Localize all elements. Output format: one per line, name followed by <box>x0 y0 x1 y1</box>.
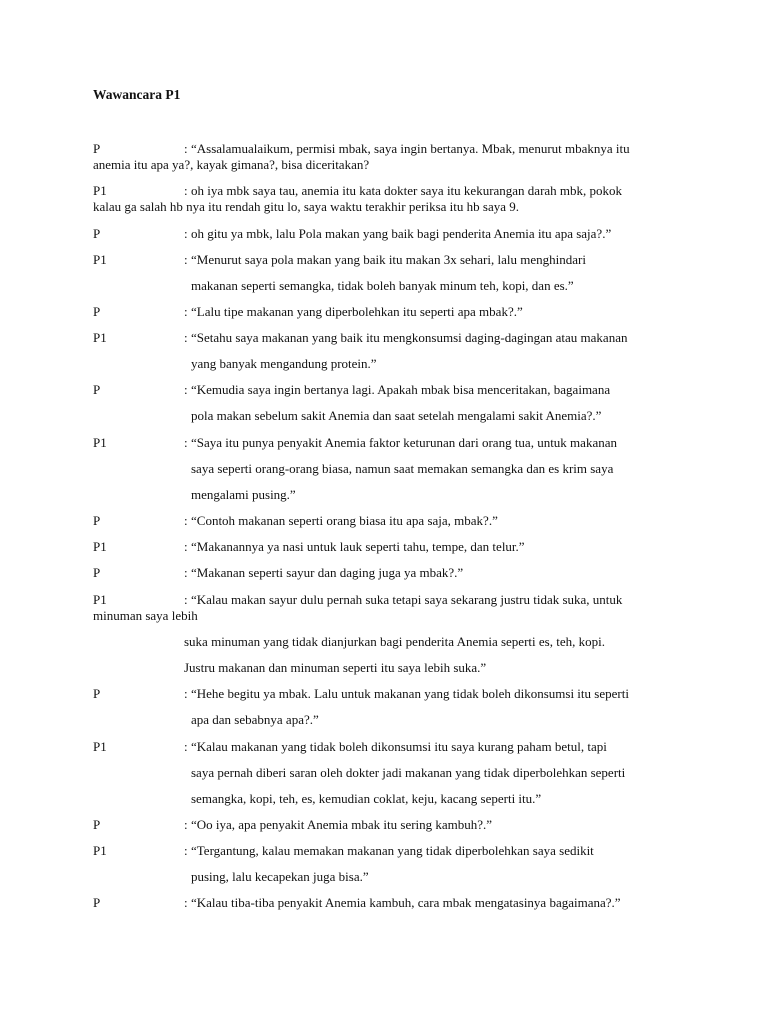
utterance-line: semangka, kopi, teh, es, kemudian coklat, keju, kacang seperti itu.” <box>191 791 542 806</box>
colon-separator: : <box>184 382 188 397</box>
utterance-line: oh gitu ya mbk, lalu Pola makan yang baik bagi penderita Anemia itu apa saja?.” <box>191 226 612 241</box>
utterance-line: “Oo iya, apa penyakit Anemia mbak itu sering kambuh?.” <box>191 817 493 832</box>
speaker-label: P1 <box>93 739 107 754</box>
utterance-line: mengalami pusing.” <box>191 487 296 502</box>
colon-separator: : <box>184 252 188 267</box>
speaker-label: P1 <box>93 843 107 858</box>
utterance-line: “Hehe begitu ya mbak. Lalu untuk makanan yang tidak boleh dikonsumsi itu seperti <box>191 686 629 701</box>
utterance-line: “Kalau makanan yang tidak boleh dikonsumsi itu saya kurang paham betul, tapi <box>191 739 607 754</box>
speaker-label: P <box>93 895 101 910</box>
colon-separator: : <box>184 592 188 607</box>
utterance-line: “Tergantung, kalau memakan makanan yang tidak diperbolehkan saya sedikit <box>191 843 594 858</box>
colon-separator: : <box>184 686 188 701</box>
utterance-line: pusing, lalu kecapekan juga bisa.” <box>191 869 369 884</box>
speaker-label: P <box>93 226 101 241</box>
utterance-line: “Menurut saya pola makan yang baik itu makan 3x sehari, lalu menghindari <box>191 252 586 267</box>
colon-separator: : <box>184 895 188 910</box>
utterance-line: “Setahu saya makanan yang baik itu mengkonsumsi daging-dagingan atau makanan <box>191 330 628 345</box>
utterance-line: “Assalamualaikum, permisi mbak, saya ingin bertanya. Mbak, menurut mbaknya itu <box>191 141 630 156</box>
utterance-line: Justru makanan dan minuman seperti itu saya lebih suka.” <box>184 660 487 675</box>
speaker-label: P <box>93 513 101 528</box>
utterance-line: “Saya itu punya penyakit Anemia faktor keturunan dari orang tua, untuk makanan <box>191 435 617 450</box>
utterance-line: “Kemudia saya ingin bertanya lagi. Apakah mbak bisa menceritakan, bagaimana <box>191 382 611 397</box>
speaker-label: P <box>93 565 101 580</box>
utterance-wrap-line: minuman saya lebih <box>93 608 198 623</box>
utterance-line: “Contoh makanan seperti orang biasa itu apa saja, mbak?.” <box>191 513 498 528</box>
utterance-wrap-line: anemia itu apa ya?, kayak gimana?, bisa diceritakan? <box>93 157 370 172</box>
utterance-line: saya pernah diberi saran oleh dokter jadi makanan yang tidak diperbolehkan seperti <box>191 765 626 780</box>
colon-separator: : <box>184 843 188 858</box>
utterance-wrap-line: kalau ga salah hb nya itu rendah gitu lo, saya waktu terakhir periksa itu hb saya 9. <box>93 199 519 214</box>
colon-separator: : <box>184 183 188 198</box>
utterance-line: suka minuman yang tidak dianjurkan bagi penderita Anemia seperti es, teh, kopi. <box>184 634 605 649</box>
utterance-line: yang banyak mengandung protein.” <box>191 356 377 371</box>
colon-separator: : <box>184 739 188 754</box>
utterance-line: “Makanannya ya nasi untuk lauk seperti tahu, tempe, dan telur.” <box>191 539 525 554</box>
colon-separator: : <box>184 539 188 554</box>
colon-separator: : <box>184 565 188 580</box>
speaker-label: P1 <box>93 183 107 198</box>
colon-separator: : <box>184 330 188 345</box>
speaker-label: P1 <box>93 435 107 450</box>
colon-separator: : <box>184 513 188 528</box>
speaker-label: P1 <box>93 330 107 345</box>
document-title: Wawancara P1 <box>93 87 181 102</box>
utterance-line: saya seperti orang-orang biasa, namun saat memakan semangka dan es krim saya <box>191 461 614 476</box>
utterance-line: pola makan sebelum sakit Anemia dan saat setelah mengalami sakit Anemia?.” <box>191 408 602 423</box>
speaker-label: P1 <box>93 539 107 554</box>
speaker-label: P1 <box>93 252 107 267</box>
utterance-line: apa dan sebabnya apa?.” <box>191 712 319 727</box>
colon-separator: : <box>184 141 188 156</box>
speaker-label: P <box>93 686 101 701</box>
utterance-line: “Lalu tipe makanan yang diperbolehkan itu seperti apa mbak?.” <box>191 304 523 319</box>
speaker-label: P <box>93 817 101 832</box>
colon-separator: : <box>184 435 188 450</box>
speaker-label: P <box>93 141 101 156</box>
speaker-label: P <box>93 382 101 397</box>
utterance-line: oh iya mbk saya tau, anemia itu kata dokter saya itu kekurangan darah mbk, pokok <box>191 183 623 198</box>
speaker-label: P1 <box>93 592 107 607</box>
colon-separator: : <box>184 226 188 241</box>
utterance-line: “Kalau makan sayur dulu pernah suka tetapi saya sekarang justru tidak suka, untuk <box>191 592 623 607</box>
utterance-line: “Makanan seperti sayur dan daging juga ya mbak?.” <box>191 565 464 580</box>
utterance-line: “Kalau tiba-tiba penyakit Anemia kambuh, cara mbak mengatasinya bagaimana?.” <box>191 895 621 910</box>
utterance-line: makanan seperti semangka, tidak boleh banyak minum teh, kopi, dan es.” <box>191 278 574 293</box>
speaker-label: P <box>93 304 101 319</box>
colon-separator: : <box>184 817 188 832</box>
colon-separator: : <box>184 304 188 319</box>
